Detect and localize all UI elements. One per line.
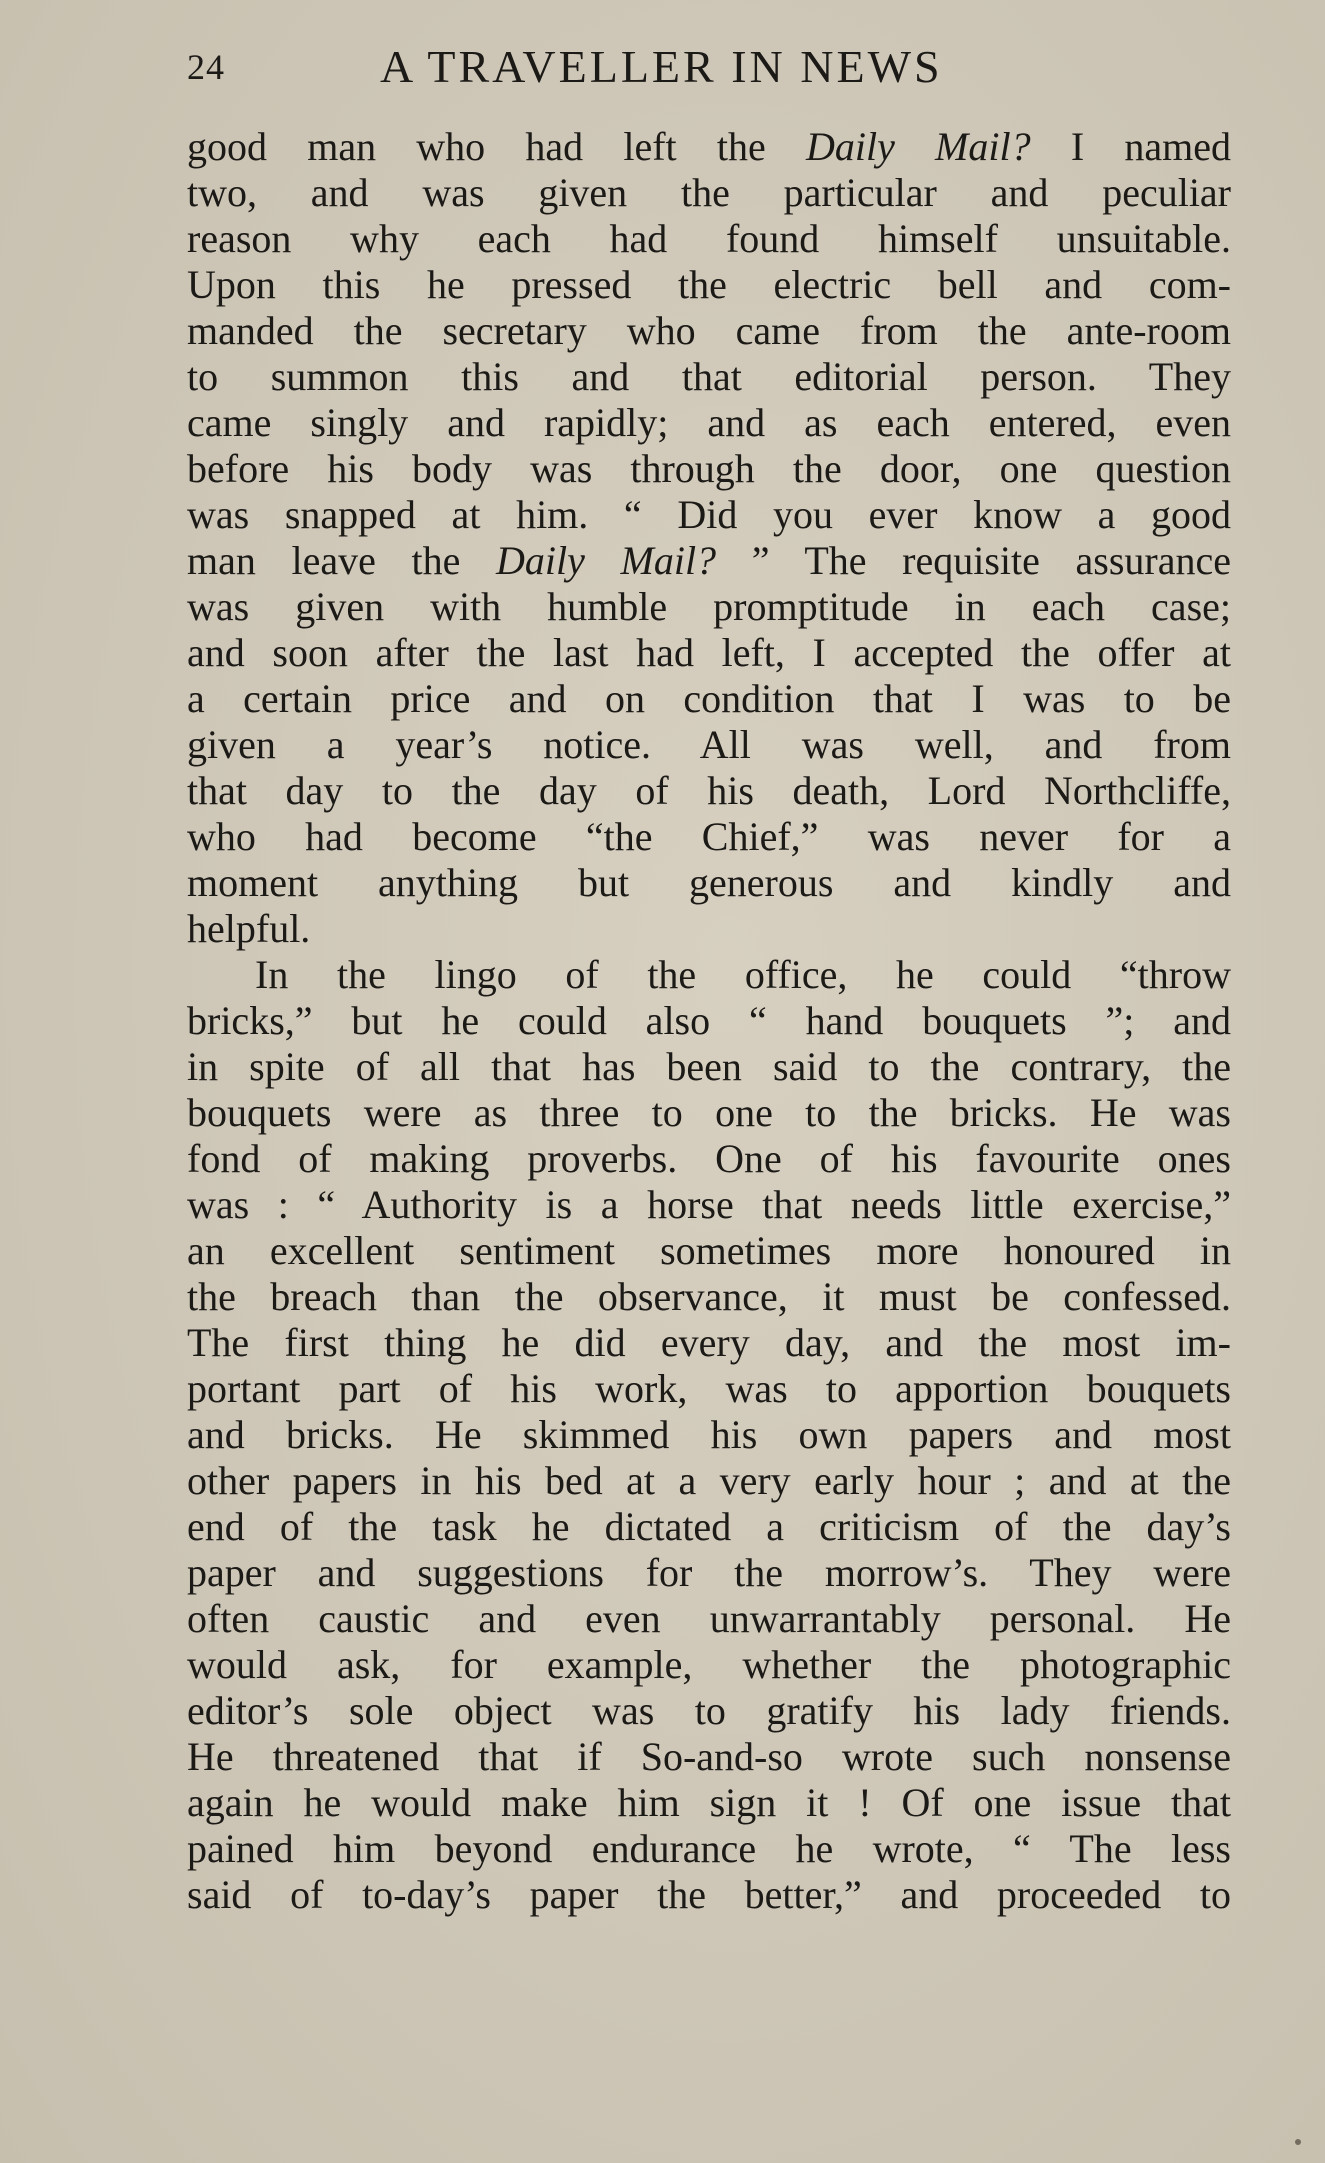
text-segment: and bricks. He skimmed his own papers and most <box>187 1412 1231 1457</box>
text-segment: often caustic and even unwarrantably personal. He <box>187 1596 1231 1641</box>
text-line <box>187 1228 1231 1274</box>
text-segment: manded the secretary who came from the ante-room <box>187 308 1231 353</box>
text-line <box>187 1320 1231 1366</box>
text-segment: editor’s sole object was to gratify his lady friends. <box>187 1688 1231 1733</box>
text-line <box>187 492 1231 538</box>
text-segment: helpful. <box>187 906 311 951</box>
text-line <box>187 1458 1231 1504</box>
text-line <box>187 124 1231 170</box>
text-segment: ” The requisite assurance <box>716 538 1232 583</box>
text-segment: Upon this he pressed the electric bell and com- <box>187 262 1231 307</box>
text-line <box>187 354 1231 400</box>
text-line <box>187 1274 1231 1320</box>
text-segment: two, and was given the particular and peculiar <box>187 170 1231 215</box>
text-line <box>187 308 1231 354</box>
text-line <box>187 814 1231 860</box>
text-line <box>187 1688 1231 1734</box>
text-line <box>187 584 1231 630</box>
text-line <box>187 1090 1231 1136</box>
text-segment: the breach than the observance, it must be confessed. <box>187 1274 1231 1319</box>
text-segment: in spite of all that has been said to the contrary, the <box>187 1044 1231 1089</box>
text-segment: who had become “the Chief,” was never for a <box>187 814 1231 859</box>
page-number: 24 <box>187 47 225 87</box>
text-segment: came singly and rapidly; and as each entered, even <box>187 400 1231 445</box>
text-segment: given a year’s notice. All was well, and from <box>187 722 1231 767</box>
text-line <box>187 1044 1231 1090</box>
text-segment: I named <box>1030 124 1231 169</box>
text-segment: bouquets were as three to one to the bricks. He was <box>187 1090 1231 1135</box>
text-line <box>187 400 1231 446</box>
text-line <box>187 1642 1231 1688</box>
text-segment: reason why each had found himself unsuitable. <box>187 216 1231 261</box>
text-line <box>187 1136 1231 1182</box>
text-line <box>187 768 1231 814</box>
text-line <box>187 722 1231 768</box>
text-line <box>187 1366 1231 1412</box>
text-line <box>187 1872 1231 1918</box>
text-segment: good man who had left the <box>187 124 806 169</box>
text-line <box>187 1596 1231 1642</box>
text-segment: was snapped at him. “ Did you ever know a good <box>187 492 1231 537</box>
text-segment: end of the task he dictated a criticism of the day’s <box>187 1504 1231 1549</box>
paper-speck <box>1295 2139 1301 2145</box>
body-text <box>187 124 1231 1918</box>
text-segment: again he would make him sign it ! Of one issue that <box>187 1780 1231 1825</box>
text-line <box>187 860 1231 906</box>
text-segment: before his body was through the door, one question <box>187 446 1231 491</box>
text-line <box>187 630 1231 676</box>
text-segment: The first thing he did every day, and the most im- <box>187 1320 1231 1365</box>
text-line <box>187 1550 1231 1596</box>
text-line <box>187 906 1231 952</box>
text-segment: He threatened that if So-and-so wrote such nonsense <box>187 1734 1231 1779</box>
text-segment: a certain price and on condition that I was to be <box>187 676 1231 721</box>
text-segment: said of to-day’s paper the better,” and proceeded to <box>187 1872 1231 1917</box>
text-line <box>187 170 1231 216</box>
text-segment: bricks,” but he could also “ hand bouquets ”; and <box>187 998 1231 1043</box>
italic-text: Daily Mail? <box>496 538 717 583</box>
text-segment: moment anything but generous and kindly and <box>187 860 1231 905</box>
text-line <box>187 262 1231 308</box>
text-segment: was given with humble promptitude in each case; <box>187 584 1231 629</box>
text-segment: would ask, for example, whether the photographic <box>187 1642 1231 1687</box>
text-segment: fond of making proverbs. One of his favourite ones <box>187 1136 1231 1181</box>
running-title: A TRAVELLER IN NEWS <box>380 41 943 92</box>
text-segment: that day to the day of his death, Lord Northcliffe, <box>187 768 1231 813</box>
text-segment: to summon this and that editorial person. They <box>187 354 1231 399</box>
text-line <box>187 1826 1231 1872</box>
text-segment: portant part of his work, was to apportion bouquets <box>187 1366 1231 1411</box>
text-segment: pained him beyond endurance he wrote, “ The less <box>187 1826 1231 1871</box>
text-segment: other papers in his bed at a very early hour ; and at the <box>187 1458 1231 1503</box>
text-segment: was : “ Authority is a horse that needs little exercise,” <box>187 1182 1231 1227</box>
text-line <box>187 952 1231 998</box>
text-segment: an excellent sentiment sometimes more honoured in <box>187 1228 1231 1273</box>
text-line <box>187 1412 1231 1458</box>
text-segment: man leave the <box>187 538 497 583</box>
text-segment: paper and suggestions for the morrow’s. They were <box>187 1550 1231 1595</box>
text-line <box>187 446 1231 492</box>
text-segment: In the lingo of the office, he could “throw <box>255 952 1231 997</box>
text-line <box>187 998 1231 1044</box>
text-line <box>187 538 1231 584</box>
text-line <box>187 676 1231 722</box>
text-segment: and soon after the last had left, I accepted the offer at <box>187 630 1231 675</box>
text-line <box>187 216 1231 262</box>
text-line <box>187 1504 1231 1550</box>
running-head <box>187 40 1040 96</box>
text-line <box>187 1182 1231 1228</box>
italic-text: Daily Mail? <box>805 124 1031 169</box>
text-line <box>187 1780 1231 1826</box>
text-line <box>187 1734 1231 1780</box>
